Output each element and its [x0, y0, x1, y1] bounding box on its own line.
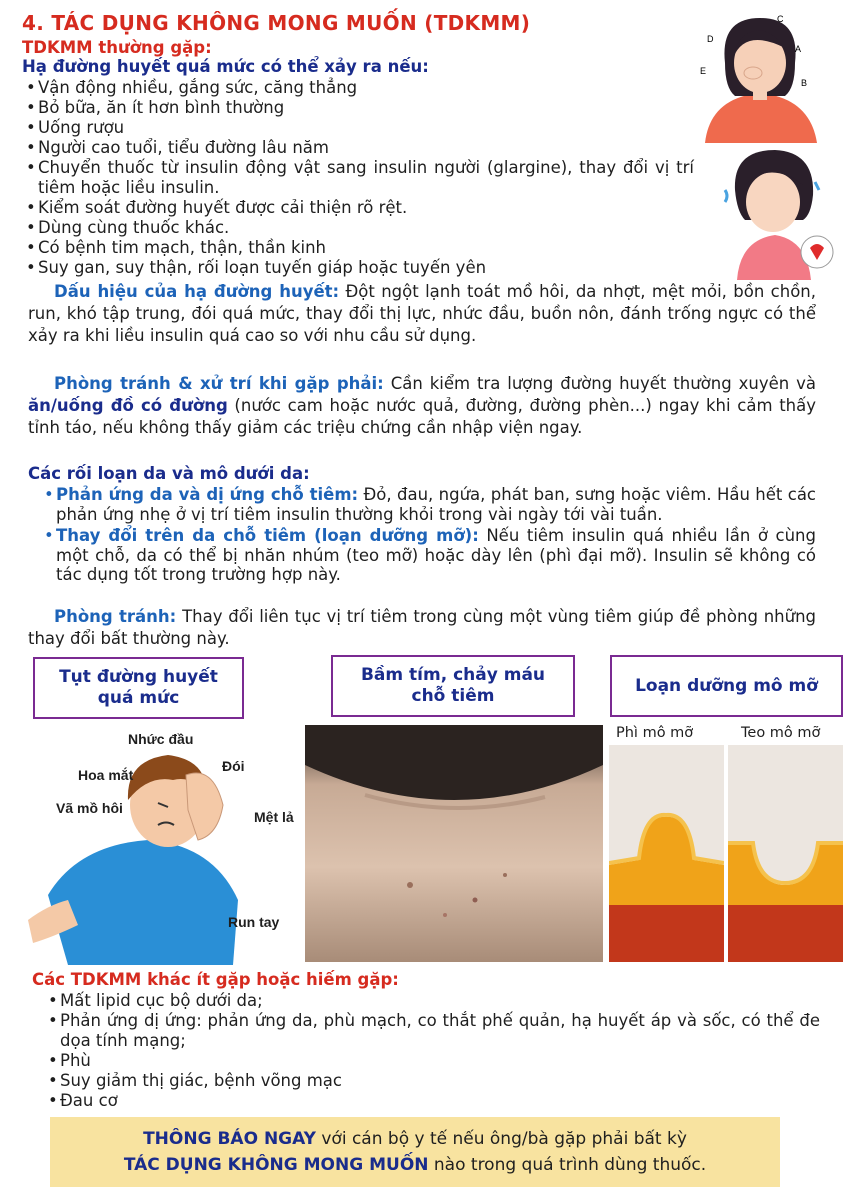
rare-list [44, 991, 820, 1111]
hypo-causes-list [22, 78, 694, 278]
notice-line-1 [50, 1126, 780, 1152]
sick-woman-illustration [695, 8, 825, 143]
notice-text-2: nào trong quá trình dùng thuốc. [428, 1155, 707, 1175]
caption-atrophy: Teo mô mỡ [741, 725, 821, 741]
caption-hypertrophy: Phì mô mỡ [616, 725, 694, 741]
notice-text-1: với cán bộ y tế nếu ông/bà gặp phải bất kỳ [315, 1129, 687, 1149]
label-sweat: Vã mồ hôi [56, 800, 123, 816]
list-item: • Đau cơ [44, 1091, 820, 1111]
notice-bold-2: TÁC DỤNG KHÔNG MONG MUỐN [123, 1155, 429, 1175]
skin-prevention-text: Thay đổi liên tục vị trí tiêm trong cùng một vùng tiêm giúp đề phòng những thay đổi bất thường này. [28, 607, 817, 648]
prevention-paragraph [28, 373, 816, 439]
box-lipodystrophy: Loạn dưỡng mô mỡ [610, 655, 843, 717]
lipoatrophy-diagram [728, 745, 843, 962]
prevention-text-2: (nước cam hoặc nước quả, đường, đường phèn...) ngay khi cảm thấy tỉnh táo, nếu không thấy giảm các triệu chứng cần nhập viện ngay. [28, 396, 816, 437]
label-hungry: Đói [222, 758, 245, 774]
skin-item-text: Đỏ, đau, ngứa, phát ban, sưng hoặc viêm. Hầu hết các phản ứng nhẹ ở vị trí tiêm insulin thường khỏi trong vài ngày tới vài tuần. [56, 485, 817, 524]
list-item: • Kiểm soát đường huyết được cải thiện rõ rệt. [22, 198, 694, 218]
lipohypertrophy-diagram [609, 745, 724, 962]
box-hypoglycemia: Tụt đường huyết quá mức [33, 657, 244, 719]
list-item: • Mất lipid cục bộ dưới da; [44, 991, 820, 1011]
hypo-heading: Hạ đường huyết quá mức có thể xảy ra nếu: [22, 57, 429, 76]
sweating-girl-illustration [715, 140, 850, 280]
signs-text: Đột ngột lạnh toát mồ hôi, da nhợt, mệt mỏi, bồn chồn, run, khó tập trung, đói quá mức, thay đổi thị lực, nhức đầu, buồn nôn, đánh trống ngực có thể xảy ra khi liều insulin quá cao so với nhu cầu sử dụng. [28, 282, 816, 345]
signs-paragraph [28, 281, 816, 347]
letter-d: D [707, 34, 714, 44]
box-bruising: Bầm tím, chảy máu chỗ tiêm [331, 655, 575, 717]
rare-heading: Các TDKMM khác ít gặp hoặc hiếm gặp: [32, 970, 399, 989]
list-item: • Phù [44, 1051, 820, 1071]
list-item: • Suy giảm thị giác, bệnh võng mạc [44, 1071, 820, 1091]
signs-label: Dấu hiệu của hạ đường huyết: [54, 282, 340, 301]
skin-item-label: Thay đổi trên da chỗ tiêm (loạn dưỡng mỡ): [56, 526, 479, 545]
letter-e: E [700, 66, 707, 76]
section-title: 4. TÁC DỤNG KHÔNG MONG MUỐN (TDKMM) [22, 11, 531, 35]
prevention-bold: ăn/uống đồ có đường [28, 396, 228, 415]
skin-heading: Các rối loạn da và mô dưới da: [28, 464, 310, 483]
list-item: • Vận động nhiều, gắng sức, căng thẳng [22, 78, 694, 98]
list-item: • Uống rượu [22, 118, 694, 138]
list-item: • Bỏ bữa, ăn ít hơn bình thường [22, 98, 694, 118]
skin-list [40, 485, 816, 585]
list-item [40, 485, 816, 524]
common-heading: TDKMM thường gặp: [22, 38, 212, 57]
label-headache: Nhức đầu [128, 731, 194, 747]
prevention-label: Phòng tránh & xử trí khi gặp phải: [54, 374, 384, 393]
skin-item-text: Nếu tiêm insulin quá nhiều lần ở cùng một chỗ, da có thể bị nhăn nhúm (teo mỡ) hoặc dày lên (phì đại mỡ). Insulin sẽ không có tác dụng tốt trong trường hợp này. [56, 526, 816, 584]
list-item: • Dùng cùng thuốc khác. [22, 218, 694, 238]
list-item [40, 526, 816, 585]
skin-item-label: Phản ứng da và dị ứng chỗ tiêm: [56, 485, 359, 504]
list-item: • Người cao tuổi, tiểu đường lâu năm [22, 138, 694, 158]
skin-prevention-label: Phòng tránh: [54, 607, 177, 626]
label-tremor: Run tay [228, 914, 280, 930]
prevention-text-1: Cần kiểm tra lượng đường huyết thường xuyên và [383, 374, 816, 393]
skin-prevention-paragraph [28, 606, 816, 650]
list-item: • Suy gan, suy thận, rối loạn tuyến giáp hoặc tuyến yên [22, 258, 694, 278]
letter-a: A [795, 44, 802, 54]
notice-bold-1: THÔNG BÁO NGAY [143, 1129, 316, 1149]
list-item: • Chuyển thuốc từ insulin động vật sang insulin người (glargine), thay đổi vị trí tiêm hoặc liều insulin. [22, 158, 694, 198]
notice-box [50, 1117, 780, 1187]
bruise-photo [305, 725, 603, 962]
list-item: • Có bệnh tim mạch, thận, thần kinh [22, 238, 694, 258]
letter-c: C [777, 14, 784, 24]
label-blurred: Hoa mắt [78, 767, 134, 783]
letter-b: B [801, 78, 808, 88]
label-tired: Mệt lả [254, 809, 294, 825]
notice-line-2 [50, 1152, 780, 1178]
list-item: • Phản ứng dị ứng: phản ứng da, phù mạch, co thắt phế quản, hạ huyết áp và sốc, có thể đe dọa tính mạng; [44, 1011, 820, 1051]
